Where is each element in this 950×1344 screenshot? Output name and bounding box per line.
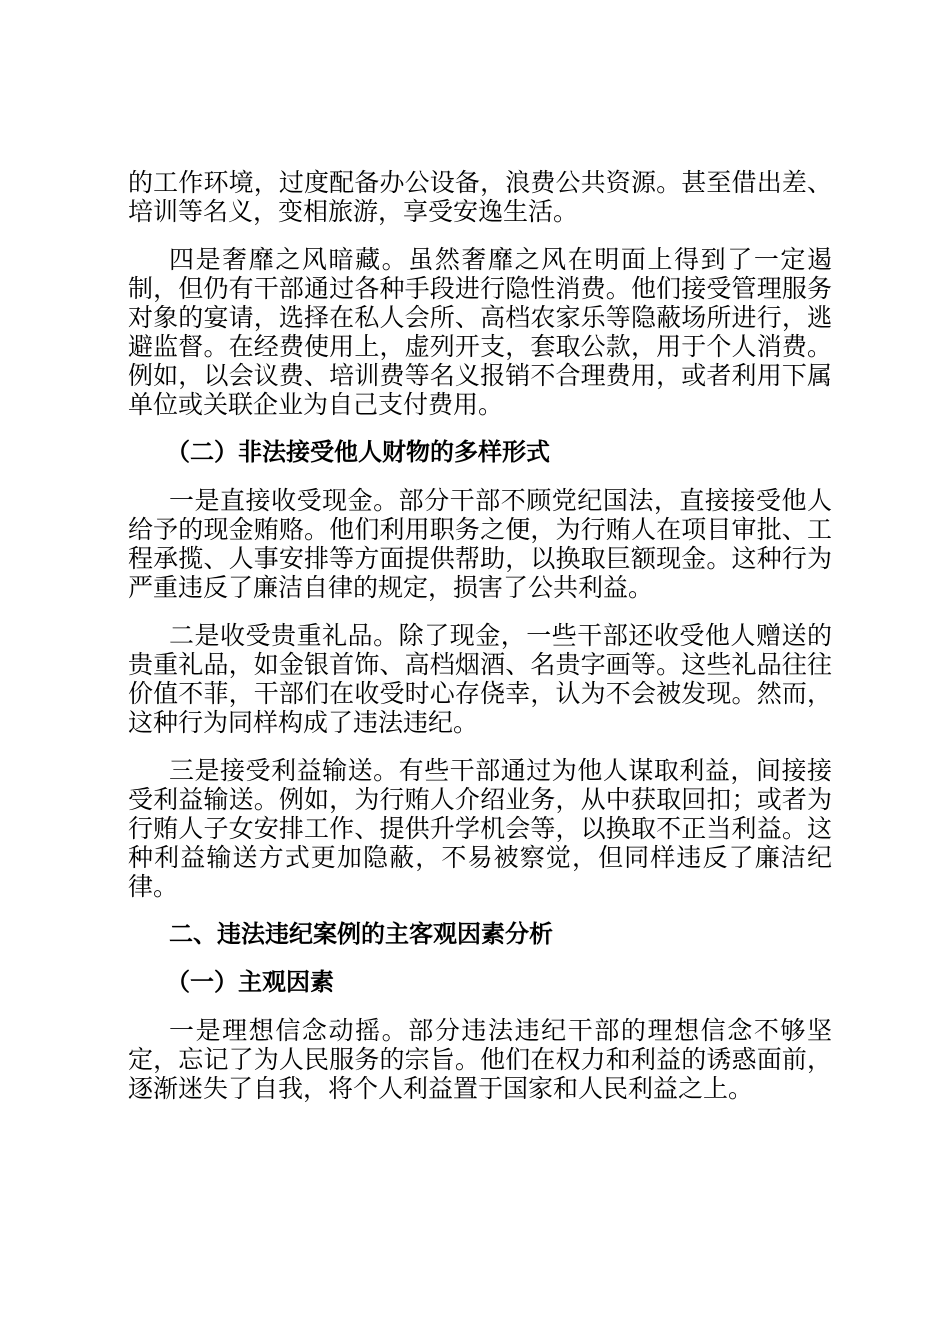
paragraph-extravagance: 四是奢靡之风暗藏。虽然奢靡之风在明面上得到了一定遏制，但仍有干部通过各种手段进行隐性消费。他们接受管理服务对象的宴请，选择在私人会所、高档农家乐等隐蔽场所进行，逃避监督。在经费使用上，虚列开支，套取公款，用于个人消费。例如，以会议费、培训费等名义报销不合理费用，或者利用下属单位或关联企业为自己支付费用。 bbox=[128, 245, 832, 419]
paragraph-ideals: 一是理想信念动摇。部分违法违纪干部的理想信念不够坚定，忘记了为人民服务的宗旨。他们在权力和利益的诱惑面前，逐渐迷失了自我，将个人利益置于国家和人民利益之上。 bbox=[128, 1016, 832, 1103]
section-heading-factor-analysis: 二、违法违纪案例的主客观因素分析 bbox=[169, 920, 553, 948]
paragraph-benefit-transfer: 三是接受利益输送。有些干部通过为他人谋取利益，间接接受利益输送。例如，为行贿人介绍业务，从中获取回扣；或者为行贿人子女安排工作、提供升学机会等，以换取不正当利益。这种利益输送方式更加隐蔽，不易被察觉，但同样违反了廉洁纪律。 bbox=[128, 756, 832, 901]
paragraph-gifts: 二是收受贵重礼品。除了现金，一些干部还收受他人赠送的贵重礼品，如金银首饰、高档烟酒、名贵字画等。这些礼品往往价值不菲，干部们在收受时心存侥幸，认为不会被发现。然而，这种行为同样构成了违法违纪。 bbox=[128, 621, 832, 737]
paragraph-cash: 一是直接收受现金。部分干部不顾党纪国法，直接接受他人给予的现金贿赂。他们利用职务之便，为行贿人在项目审批、工程承揽、人事安排等方面提供帮助，以换取巨额现金。这种行为严重违反了廉洁自律的规定，损害了公共利益。 bbox=[128, 486, 832, 602]
document-body bbox=[128, 168, 832, 1122]
paragraph-continued: 的工作环境，过度配备办公设备，浪费公共资源。甚至借出差、培训等名义，变相旅游，享受安逸生活。 bbox=[128, 168, 832, 226]
section-heading-illegal-property: （二）非法接受他人财物的多样形式 bbox=[166, 438, 550, 466]
section-heading-subjective-factors: （一）主观因素 bbox=[166, 968, 334, 996]
